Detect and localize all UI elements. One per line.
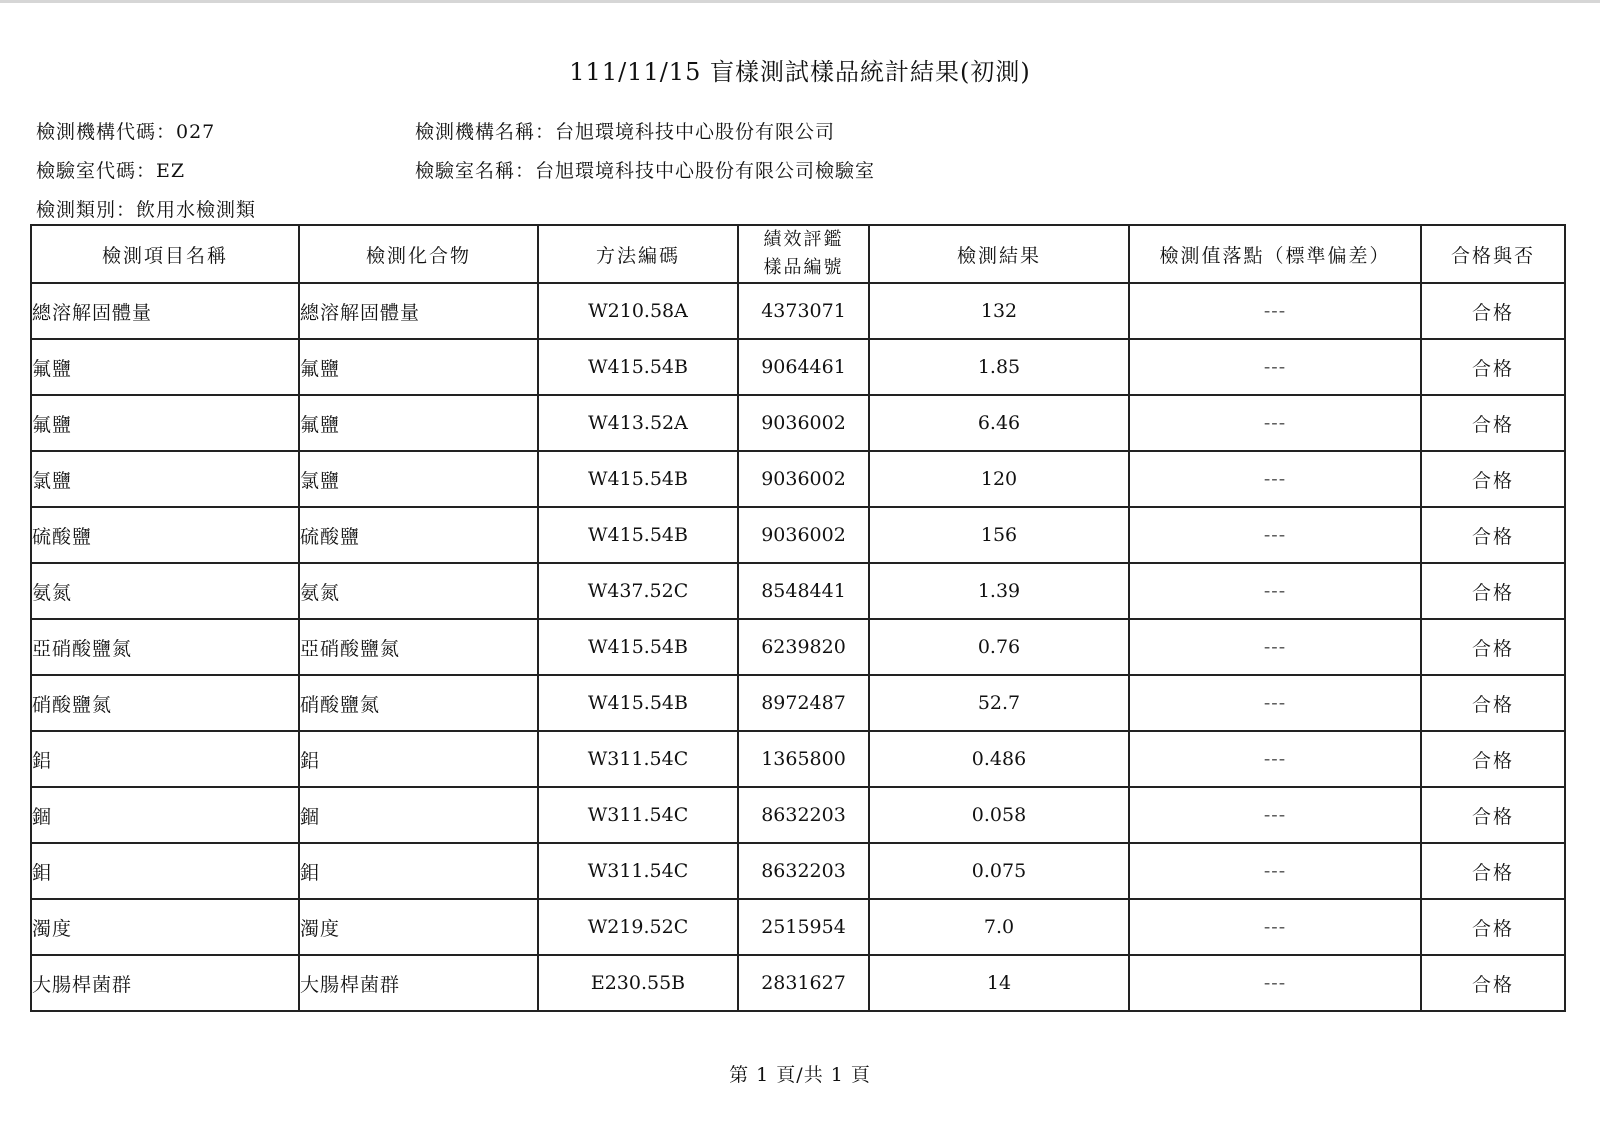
cell-deviation: --- xyxy=(1129,899,1421,955)
table-row xyxy=(31,339,1565,395)
table-row xyxy=(31,731,1565,787)
cell-result: 1.39 xyxy=(869,563,1129,619)
cell-result: 120 xyxy=(869,451,1129,507)
header-item-name: 檢測項目名稱 xyxy=(31,225,299,283)
cell-result: 0.486 xyxy=(869,731,1129,787)
results-table xyxy=(30,224,1566,1012)
cell-deviation: --- xyxy=(1129,619,1421,675)
cell-deviation: --- xyxy=(1129,283,1421,339)
header-compound: 檢測化合物 xyxy=(299,225,538,283)
cell-pass: 合格 xyxy=(1421,787,1565,843)
lab-code: 檢驗室代碼：EZ xyxy=(36,160,186,182)
table-header-row xyxy=(31,225,1565,283)
agency-name: 檢測機構名稱：台旭環境科技中心股份有限公司 xyxy=(415,121,836,143)
cell-method: W311.54C xyxy=(538,787,738,843)
cell-pass: 合格 xyxy=(1421,955,1565,1011)
cell-deviation: --- xyxy=(1129,955,1421,1011)
document-title: 111/11/15 盲樣測試樣品統計結果(初測) xyxy=(569,58,1031,86)
header-pass: 合格與否 xyxy=(1421,225,1565,283)
cell-compound: 氟鹽 xyxy=(299,395,538,451)
cell-compound: 鉬 xyxy=(299,843,538,899)
table-row xyxy=(31,843,1565,899)
cell-method: W415.54B xyxy=(538,619,738,675)
header-result: 檢測結果 xyxy=(869,225,1129,283)
cell-method: E230.55B xyxy=(538,955,738,1011)
cell-compound: 硝酸鹽氮 xyxy=(299,675,538,731)
cell-result: 132 xyxy=(869,283,1129,339)
cell-sample: 1365800 xyxy=(738,731,869,787)
cell-item: 濁度 xyxy=(31,899,299,955)
header-sample-number-line1: 績效評鑑 xyxy=(763,229,844,250)
table-row xyxy=(31,507,1565,563)
cell-sample: 6239820 xyxy=(738,619,869,675)
table-row xyxy=(31,787,1565,843)
cell-method: W219.52C xyxy=(538,899,738,955)
cell-method: W415.54B xyxy=(538,451,738,507)
cell-result: 52.7 xyxy=(869,675,1129,731)
cell-deviation: --- xyxy=(1129,507,1421,563)
cell-result: 156 xyxy=(869,507,1129,563)
cell-compound: 大腸桿菌群 xyxy=(299,955,538,1011)
cell-item: 錮 xyxy=(31,787,299,843)
cell-pass: 合格 xyxy=(1421,563,1565,619)
cell-compound: 氨氮 xyxy=(299,563,538,619)
cell-sample: 9036002 xyxy=(738,451,869,507)
cell-method: W311.54C xyxy=(538,731,738,787)
cell-compound: 亞硝酸鹽氮 xyxy=(299,619,538,675)
table-row xyxy=(31,283,1565,339)
cell-item: 鉬 xyxy=(31,843,299,899)
cell-pass: 合格 xyxy=(1421,675,1565,731)
cell-result: 0.058 xyxy=(869,787,1129,843)
cell-item: 氟鹽 xyxy=(31,395,299,451)
header-sample-number-line2: 樣品編號 xyxy=(763,257,844,278)
cell-sample: 8632203 xyxy=(738,843,869,899)
cell-deviation: --- xyxy=(1129,787,1421,843)
cell-pass: 合格 xyxy=(1421,619,1565,675)
page-number: 第 1 頁/共 1 頁 xyxy=(729,1064,871,1086)
cell-item: 總溶解固體量 xyxy=(31,283,299,339)
header-deviation: 檢測值落點（標準偏差） xyxy=(1129,225,1421,283)
cell-method: W413.52A xyxy=(538,395,738,451)
cell-result: 14 xyxy=(869,955,1129,1011)
cell-result: 1.85 xyxy=(869,339,1129,395)
table-row xyxy=(31,899,1565,955)
test-category: 檢測類別：飲用水檢測類 xyxy=(36,199,257,221)
cell-method: W311.54C xyxy=(538,843,738,899)
cell-item: 鋁 xyxy=(31,731,299,787)
cell-method: W415.54B xyxy=(538,339,738,395)
cell-result: 0.76 xyxy=(869,619,1129,675)
cell-pass: 合格 xyxy=(1421,899,1565,955)
cell-method: W210.58A xyxy=(538,283,738,339)
cell-result: 0.075 xyxy=(869,843,1129,899)
table-row xyxy=(31,675,1565,731)
cell-item: 氟鹽 xyxy=(31,339,299,395)
scan-top-edge xyxy=(0,0,1600,3)
lab-name: 檢驗室名稱：台旭環境科技中心股份有限公司檢驗室 xyxy=(415,160,876,182)
cell-deviation: --- xyxy=(1129,563,1421,619)
cell-item: 氨氮 xyxy=(31,563,299,619)
cell-sample: 9064461 xyxy=(738,339,869,395)
table-row xyxy=(31,619,1565,675)
cell-pass: 合格 xyxy=(1421,451,1565,507)
cell-sample: 8972487 xyxy=(738,675,869,731)
cell-pass: 合格 xyxy=(1421,507,1565,563)
cell-method: W415.54B xyxy=(538,507,738,563)
table-row xyxy=(31,451,1565,507)
cell-result: 7.0 xyxy=(869,899,1129,955)
header-method-code: 方法編碼 xyxy=(538,225,738,283)
cell-compound: 錮 xyxy=(299,787,538,843)
table-row xyxy=(31,395,1565,451)
cell-deviation: --- xyxy=(1129,339,1421,395)
cell-deviation: --- xyxy=(1129,675,1421,731)
cell-sample: 4373071 xyxy=(738,283,869,339)
cell-item: 硝酸鹽氮 xyxy=(31,675,299,731)
agency-code: 檢測機構代碼：027 xyxy=(36,121,216,143)
cell-compound: 氟鹽 xyxy=(299,339,538,395)
table-row xyxy=(31,563,1565,619)
cell-method: W437.52C xyxy=(538,563,738,619)
cell-item: 亞硝酸鹽氮 xyxy=(31,619,299,675)
cell-pass: 合格 xyxy=(1421,339,1565,395)
cell-compound: 硫酸鹽 xyxy=(299,507,538,563)
cell-deviation: --- xyxy=(1129,395,1421,451)
cell-pass: 合格 xyxy=(1421,731,1565,787)
cell-item: 大腸桿菌群 xyxy=(31,955,299,1011)
cell-deviation: --- xyxy=(1129,731,1421,787)
cell-sample: 9036002 xyxy=(738,395,869,451)
cell-result: 6.46 xyxy=(869,395,1129,451)
cell-deviation: --- xyxy=(1129,451,1421,507)
cell-sample: 8548441 xyxy=(738,563,869,619)
cell-item: 氯鹽 xyxy=(31,451,299,507)
cell-compound: 氯鹽 xyxy=(299,451,538,507)
cell-item: 硫酸鹽 xyxy=(31,507,299,563)
header-sample-number xyxy=(738,225,869,283)
cell-sample: 2515954 xyxy=(738,899,869,955)
cell-deviation: --- xyxy=(1129,843,1421,899)
cell-pass: 合格 xyxy=(1421,843,1565,899)
cell-pass: 合格 xyxy=(1421,395,1565,451)
cell-pass: 合格 xyxy=(1421,283,1565,339)
cell-method: W415.54B xyxy=(538,675,738,731)
table-row xyxy=(31,955,1565,1011)
cell-compound: 總溶解固體量 xyxy=(299,283,538,339)
cell-compound: 鋁 xyxy=(299,731,538,787)
cell-compound: 濁度 xyxy=(299,899,538,955)
cell-sample: 9036002 xyxy=(738,507,869,563)
cell-sample: 2831627 xyxy=(738,955,869,1011)
cell-sample: 8632203 xyxy=(738,787,869,843)
